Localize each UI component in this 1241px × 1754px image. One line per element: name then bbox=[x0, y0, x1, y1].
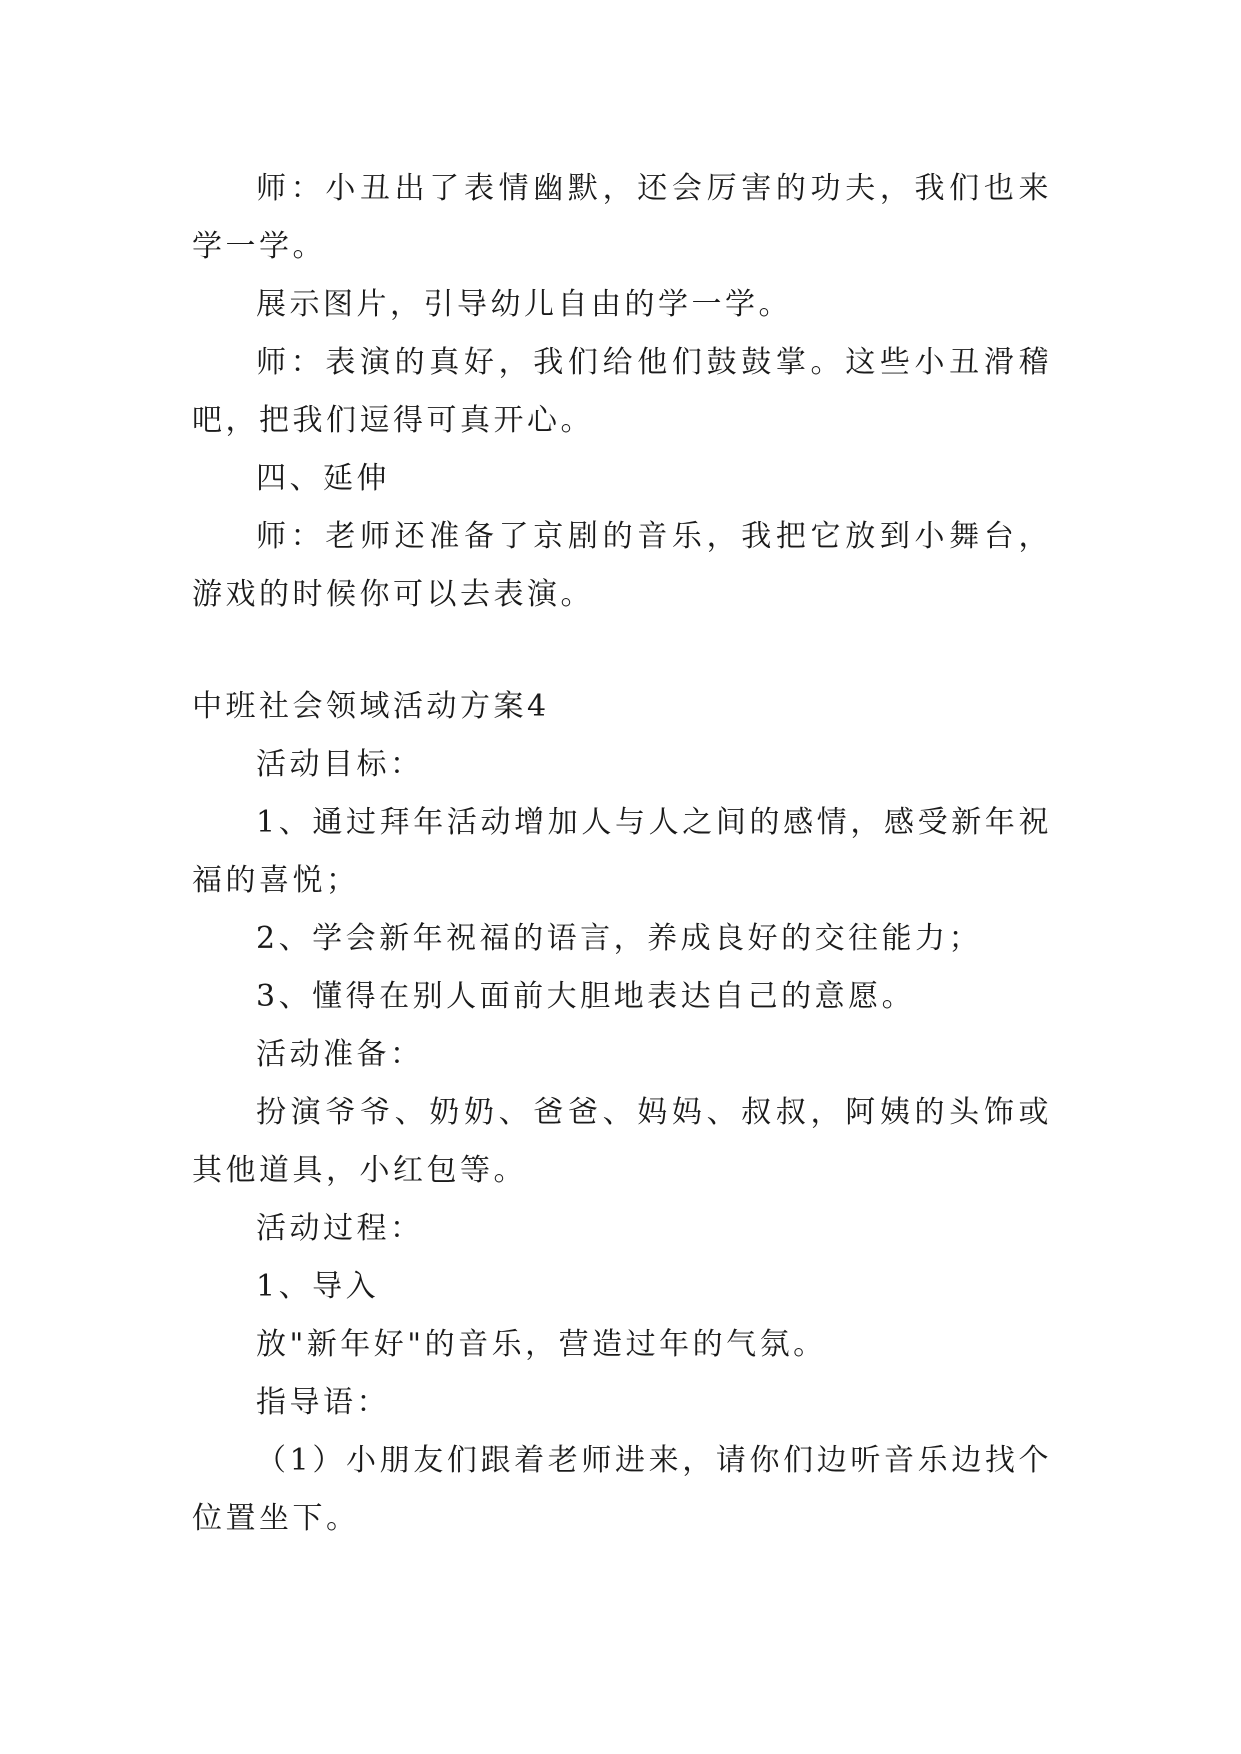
document-body bbox=[192, 160, 1052, 1548]
section-title: 中班社会领域活动方案4 bbox=[192, 689, 550, 724]
paragraph: 2、学会新年祝福的语言，养成良好的交往能力； bbox=[256, 921, 983, 956]
paragraph: （1）小朋友们跟着老师进来，请你们边听音乐边找个位置坐下。 bbox=[192, 1443, 1052, 1536]
paragraph: 展示图片，引导幼儿自由的学一学。 bbox=[256, 287, 792, 322]
paragraph: 1、通过拜年活动增加人与人之间的感情，感受新年祝福的喜悦； bbox=[192, 805, 1052, 898]
paragraph: 活动过程： bbox=[256, 1211, 424, 1246]
paragraph: 3、懂得在别人面前大胆地表达自己的意愿。 bbox=[256, 979, 916, 1014]
paragraph: 扮演爷爷、奶奶、爸爸、妈妈、叔叔，阿姨的头饰或其他道具，小红包等。 bbox=[192, 1095, 1052, 1188]
paragraph: 活动目标： bbox=[256, 747, 424, 782]
paragraph: 指导语： bbox=[256, 1385, 390, 1420]
paragraph: 1、导入 bbox=[256, 1269, 380, 1304]
paragraph: 师：小丑出了表情幽默，还会厉害的功夫，我们也来学一学。 bbox=[192, 171, 1052, 264]
paragraph: 四、延伸 bbox=[256, 461, 390, 496]
paragraph: 师：表演的真好，我们给他们鼓鼓掌。这些小丑滑稽吧，把我们逗得可真开心。 bbox=[192, 345, 1052, 438]
paragraph: 活动准备： bbox=[256, 1037, 424, 1072]
paragraph: 放"新年好"的音乐，营造过年的气氛。 bbox=[256, 1327, 827, 1362]
paragraph: 师：老师还准备了京剧的音乐，我把它放到小舞台，游戏的时候你可以去表演。 bbox=[192, 519, 1052, 612]
